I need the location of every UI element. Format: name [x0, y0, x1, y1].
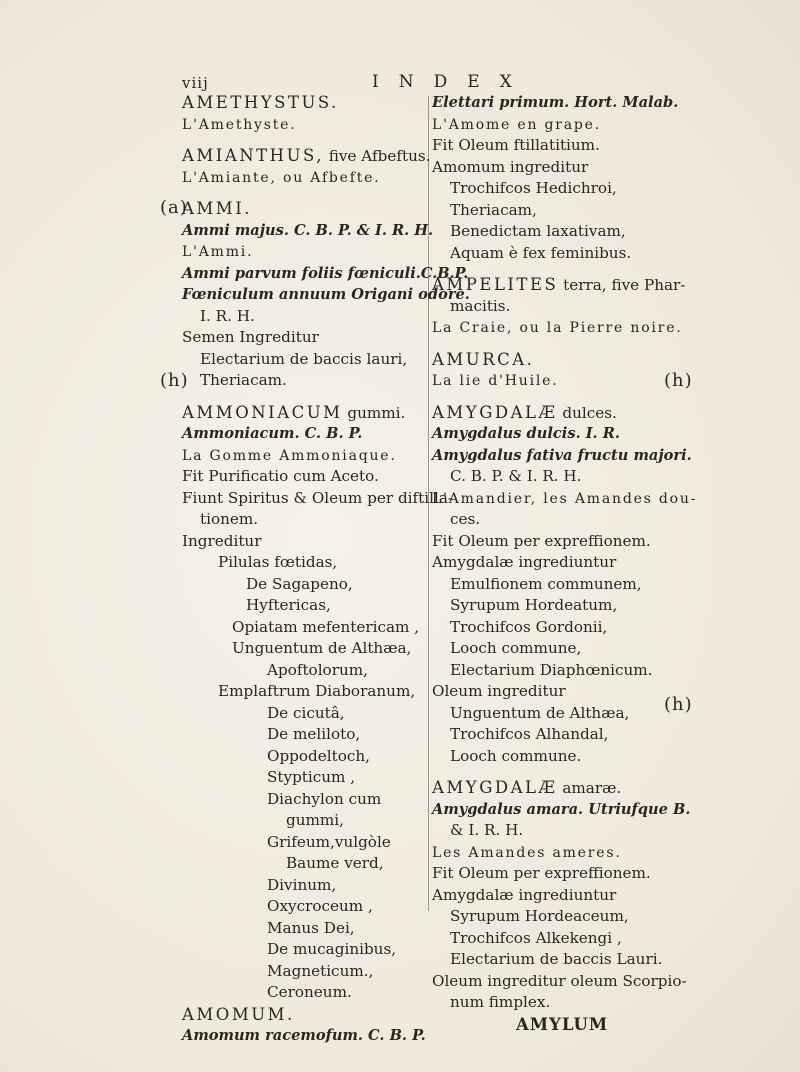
line-text: Baume verd, — [286, 854, 384, 872]
line-text: De Sagapeno, — [246, 574, 353, 593]
line-text: L'Amiante, ou Afbefte. — [182, 169, 381, 186]
margin-note-h: (h) — [160, 370, 189, 391]
line-text: Oxycroceum , — [267, 897, 373, 915]
index-line — [182, 703, 422, 725]
index-line — [182, 574, 422, 596]
line-text: L'Ammi. — [182, 244, 254, 260]
line-text: Manus Dei, — [267, 918, 355, 937]
line-text: Les Amandes ameres. — [432, 844, 622, 861]
index-line — [432, 638, 657, 660]
entry-heading — [432, 402, 657, 424]
line-text: Electarium de baccis Lauri. — [450, 950, 663, 968]
line-text: L'Amandier, les Amandes dou- — [432, 490, 698, 507]
line-text: Ammoniacum. C. B. P. — [182, 425, 363, 442]
line-text: De meliloto, — [267, 725, 361, 743]
line-text: C. B. P. & I. R. H. — [450, 467, 582, 485]
line-text: gummi, — [286, 811, 344, 829]
line-text: Trochifcos Hedichroi, — [450, 179, 617, 197]
index-line — [182, 595, 422, 617]
index-line — [432, 703, 657, 725]
index-line — [182, 445, 422, 467]
page-number: viij — [182, 74, 209, 92]
right-column — [432, 92, 698, 1035]
index-line — [432, 221, 657, 243]
running-head: INDEX — [372, 72, 532, 92]
line-text: Unguentum de Althæa, — [232, 639, 412, 657]
line-text: Emulfionem communem, — [450, 574, 642, 593]
index-line — [432, 509, 657, 531]
index-line — [182, 488, 454, 510]
line-text: Fiunt Spiritus & Oleum per diftilla- — [182, 488, 454, 507]
line-text: Apoftolorum, — [267, 660, 368, 679]
index-line — [432, 317, 683, 339]
index-line — [432, 423, 657, 445]
index-line — [432, 445, 692, 467]
index-line — [432, 660, 657, 682]
index-line — [432, 296, 657, 318]
index-line — [182, 982, 422, 1004]
line-text: Fit Oleum ftillatitium. — [432, 136, 600, 154]
line-text: Divinum, — [267, 875, 337, 894]
line-text: & I. R. H. — [450, 821, 524, 839]
line-text: Looch commune, — [450, 639, 582, 657]
line-text: macitis. — [450, 296, 511, 315]
line-text: De mucaginibus, — [267, 940, 397, 958]
line-text: Hyftericas, — [246, 596, 331, 614]
line-text: AMYGDALÆ — [432, 778, 558, 797]
index-line — [182, 349, 422, 371]
line-text: I. R. H. — [200, 306, 255, 325]
index-line — [432, 200, 657, 222]
index-line — [182, 961, 422, 983]
index-line — [182, 832, 422, 854]
line-tail: terra, five Phar- — [558, 276, 686, 294]
entry-heading — [432, 777, 657, 799]
margin-note-h: (h) — [664, 370, 693, 391]
line-text: Magneticum., — [267, 961, 374, 980]
index-line — [182, 939, 422, 961]
line-text: AMYGDALÆ — [432, 402, 558, 422]
line-text: Ceroneum. — [267, 983, 352, 1001]
line-text: ces. — [450, 510, 481, 528]
line-text: Ammi parvum foliis fœniculi.C.B.P. — [182, 264, 469, 282]
entry-heading — [182, 198, 422, 220]
index-line — [432, 949, 663, 971]
index-line — [182, 789, 422, 811]
entry-heading — [432, 274, 686, 296]
line-text: Emplaftrum Diaboranum, — [218, 682, 416, 700]
line-text: Oleum ingreditur oleum Scorpio- — [432, 971, 687, 990]
index-line — [182, 531, 422, 553]
line-text: Trochifcos Alkekengi , — [450, 928, 622, 947]
line-text: tionem. — [200, 510, 259, 528]
index-line — [182, 241, 422, 263]
line-text: Diachylon cum — [267, 789, 382, 808]
index-line — [432, 552, 657, 574]
line-text: Benedictam laxativam, — [450, 222, 626, 240]
index-line — [432, 243, 657, 265]
line-text: AMPELITES — [432, 275, 559, 294]
index-line — [182, 638, 422, 660]
index-line — [432, 488, 698, 510]
line-text: Unguentum de Althæa, — [450, 703, 630, 722]
line-text: Amygdalus amara. Utriufque B. — [432, 800, 691, 818]
index-line — [182, 617, 422, 639]
line-text: Oleum ingreditur — [432, 682, 566, 700]
line-text: AMETHYSTUS. — [182, 93, 339, 112]
line-text: La lie d'Huile. — [432, 373, 559, 389]
line-text: Fit Oleum per expreffionem. — [432, 531, 651, 550]
index-line — [182, 220, 434, 242]
index-line — [432, 971, 687, 993]
line-text: Electarium Diaphœnicum. — [450, 660, 653, 679]
index-line — [182, 423, 422, 445]
line-text: Fœniculum annuum Origani odore. — [182, 286, 470, 303]
index-line — [182, 746, 422, 768]
line-text: Trochifcos Gordonii, — [450, 617, 608, 636]
line-text: Ingreditur — [182, 531, 262, 550]
index-line — [182, 767, 422, 789]
line-tail: gummi. — [342, 403, 406, 422]
index-line — [182, 660, 422, 682]
line-text: Electarium de baccis lauri, — [200, 349, 408, 368]
index-line — [432, 885, 657, 907]
line-text: L'Amethyste. — [182, 116, 297, 133]
index-line — [182, 114, 422, 136]
line-text: Ammi majus. C. B. P. & I. R. H. — [182, 221, 434, 239]
line-text: Looch commune. — [450, 746, 582, 765]
line-text: Elettari primum. Hort. Malab. — [432, 94, 679, 111]
line-text: La Gomme Ammoniaque. — [182, 447, 397, 464]
entry-heading — [432, 349, 657, 371]
index-line — [432, 906, 657, 928]
index-line — [432, 370, 657, 392]
line-text: Pilulas fœtidas, — [218, 553, 338, 571]
line-text: Stypticum , — [267, 768, 356, 786]
index-line — [432, 92, 679, 114]
line-text: Fit Oleum per expreffionem. — [432, 864, 651, 882]
line-text: Amomum ingreditur — [432, 157, 589, 176]
index-line — [182, 263, 469, 285]
line-text: Amygdalæ ingrediuntur — [432, 885, 617, 904]
index-line — [182, 552, 422, 574]
line-text: AMYLUM — [516, 1014, 609, 1034]
line-text: AMMI. — [182, 199, 252, 218]
line-text: Amomum racemofum. C. B. P. — [182, 1027, 426, 1044]
index-line — [182, 810, 422, 832]
index-line — [432, 157, 657, 179]
index-line — [182, 466, 422, 488]
index-line — [432, 595, 657, 617]
line-tail: dulces. — [557, 403, 617, 422]
index-line — [182, 370, 422, 392]
index-line — [432, 746, 657, 768]
line-text: La Craie, ou la Pierre noire. — [432, 320, 683, 336]
index-line — [432, 928, 657, 950]
index-line — [432, 531, 657, 553]
margin-note-h: (h) — [664, 694, 693, 715]
entry-heading — [182, 402, 422, 424]
line-text: Amygdalæ ingrediuntur — [432, 553, 617, 571]
entry-heading — [432, 1014, 657, 1036]
line-text: Theriacam. — [200, 371, 287, 389]
index-line — [432, 992, 657, 1014]
index-line — [182, 875, 422, 897]
line-text: Opiatam mefentericam , — [232, 617, 420, 636]
index-line — [182, 167, 422, 189]
line-tail: five Afbeftus. — [323, 147, 431, 165]
index-line — [432, 799, 691, 821]
index-line — [182, 896, 422, 918]
index-line — [432, 178, 657, 200]
index-line — [182, 509, 422, 531]
entry-heading — [182, 92, 422, 114]
line-tail: amaræ. — [557, 779, 622, 797]
index-line — [432, 863, 657, 885]
line-text: AMOMUM. — [182, 1004, 295, 1024]
line-text: Oppodeltoch, — [267, 746, 370, 765]
line-text: AMMONIACUM — [182, 402, 343, 422]
line-text: Amygdalus dulcis. I. R. — [432, 425, 620, 442]
entry-heading — [182, 145, 431, 167]
index-line — [432, 617, 657, 639]
entry-heading — [182, 1004, 422, 1026]
line-text: Semen Ingreditur — [182, 328, 319, 346]
index-line — [432, 574, 657, 596]
line-text: Amygdalus fativa fructu majori. — [432, 446, 692, 464]
index-line — [432, 466, 657, 488]
line-text: L'Amome en grape. — [432, 116, 602, 133]
line-text: num fimplex. — [450, 993, 551, 1011]
index-line — [432, 842, 657, 864]
index-line — [182, 1025, 426, 1047]
line-text: De cicutâ, — [267, 703, 345, 722]
line-text: Grifeum,vulgòle — [267, 832, 391, 851]
line-text: Fit Purificatio cum Aceto. — [182, 467, 379, 485]
index-line — [182, 724, 422, 746]
line-text: AMIANTHUS, — [182, 146, 324, 165]
margin-note-a: (a) — [160, 197, 188, 218]
index-line — [182, 284, 470, 306]
line-text: Syrupum Hordeatum, — [450, 596, 618, 614]
index-line — [432, 724, 657, 746]
index-line — [182, 327, 422, 349]
index-line — [182, 306, 422, 328]
index-line — [182, 853, 422, 875]
line-text: AMURCA. — [432, 349, 535, 369]
index-line — [182, 681, 422, 703]
index-line — [432, 114, 657, 136]
index-line — [432, 135, 657, 157]
line-text: Trochifcos Alhandal, — [450, 725, 609, 743]
index-line — [182, 918, 422, 940]
line-text: Theriacam, — [450, 200, 537, 219]
index-line — [432, 820, 657, 842]
line-text: Aquam è fex feminibus. — [450, 243, 632, 262]
line-text: Syrupum Hordeaceum, — [450, 907, 629, 925]
index-line — [432, 681, 657, 703]
